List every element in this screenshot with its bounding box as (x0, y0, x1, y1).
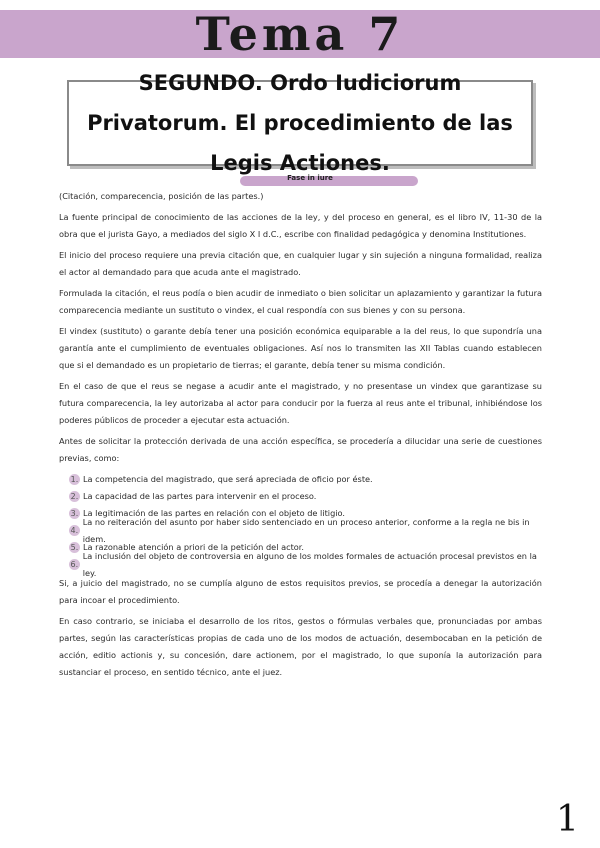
paragraph: El inicio del proceso requiere una previa citación que, en cualquier lugar y sin sujeción a ninguna formalidad, realiza el actor al demandado para que acuda ante el magistrado. (59, 250, 542, 277)
list-item-text: La inclusión del objeto de controversia en alguno de los moldes formales de actuación procesal previstos en la ley. (82, 550, 537, 578)
section-label: Fase in iure (287, 174, 333, 182)
requirements-list (59, 471, 542, 578)
list-number: 1. (70, 475, 79, 484)
list-number: 2. (70, 492, 79, 501)
section-title-box (67, 71, 533, 175)
list-item-text: La legitimación de las partes en relación con el objeto de litigio. (83, 508, 346, 518)
list-item-text: La competencia del magistrado, que será apreciada de oficio por éste. (83, 474, 373, 484)
paragraph: En caso contrario, se iniciaba el desarrollo de los ritos, gestos o fórmulas verbales que, pronunciadas por ambas partes, según las características propias de cada uno de los modos de actuación, desembocaban en la petición de acción, editio actionis y, su concesión, dare actionem, por el magistrado, lo que suponía la autorización para sustanciar el proceso, en sentido técnico, ante el juez. (59, 616, 542, 677)
section-title: SEGUNDO. Ordo Iudiciorum Privatorum. El procedimiento de las Legis Actiones. (87, 71, 513, 175)
paragraph: El vindex (sustituto) o garante debía tener una posición económica equiparable a la del reus, lo que supondría una garantía ante el cumplimiento de eventuales obligaciones. Así nos lo transmiten las XII Tablas cuando establecen que si el demandado es un propietario de tierras; el garante, debía tener su misma condición. (59, 326, 542, 370)
list-item (69, 488, 542, 505)
paragraph: Formulada la citación, el reus podía o bien acudir de inmediato o bien solicitar un aplazamiento y garantizar la futura comparecencia mediante un sustituto o vindex, el cual respondía con sus bienes y con su persona. (59, 288, 542, 315)
list-item (69, 471, 542, 488)
list-number: 3. (70, 509, 79, 518)
list-number: 4. (70, 526, 79, 535)
list-number: 6. (70, 560, 79, 569)
page-title: Tema 7 (195, 7, 405, 61)
paragraph: Antes de solicitar la protección derivada de una acción específica, se procedería a dilucidar una serie de cuestiones previas, como: (59, 436, 542, 463)
list-number: 5. (70, 543, 79, 552)
list-item (69, 550, 542, 578)
body-content (59, 188, 542, 685)
paragraph: La fuente principal de conocimiento de las acciones de la ley, y del proceso en general, es el libro IV, 11-30 de la obra que el jurista Gayo, a mediados del siglo X I d.C., escribe con finalidad pedagógica y denomina Institutiones. (59, 212, 542, 239)
list-item-text: La capacidad de las partes para intervenir en el proceso. (83, 491, 317, 501)
paragraph: Si, a juicio del magistrado, no se cumplía alguno de estos requisitos previos, se procedía a denegar la autorización para incoar el procedimiento. (59, 578, 542, 605)
list-item-text: La razonable atención a priori de la petición del actor. (83, 542, 305, 552)
paragraph: (Citación, comparecencia, posición de las partes.) (59, 191, 264, 201)
list-item-text: La no reiteración del asunto por haber sido sentenciado en un proceso anterior, conforme a la regla ne bis in idem. (82, 516, 530, 544)
paragraph: En el caso de que el reus se negase a acudir ante el magistrado, y no presentase un vindex que garantizase su futura comparecencia, la ley autorizaba al actor para conducir por la fuerza al reus ante el tribunal, inhibiéndose los poderes públicos de proceder a ejecutar esta actuación. (59, 381, 542, 425)
page-number: 1 (556, 799, 579, 840)
list-item (69, 516, 542, 544)
